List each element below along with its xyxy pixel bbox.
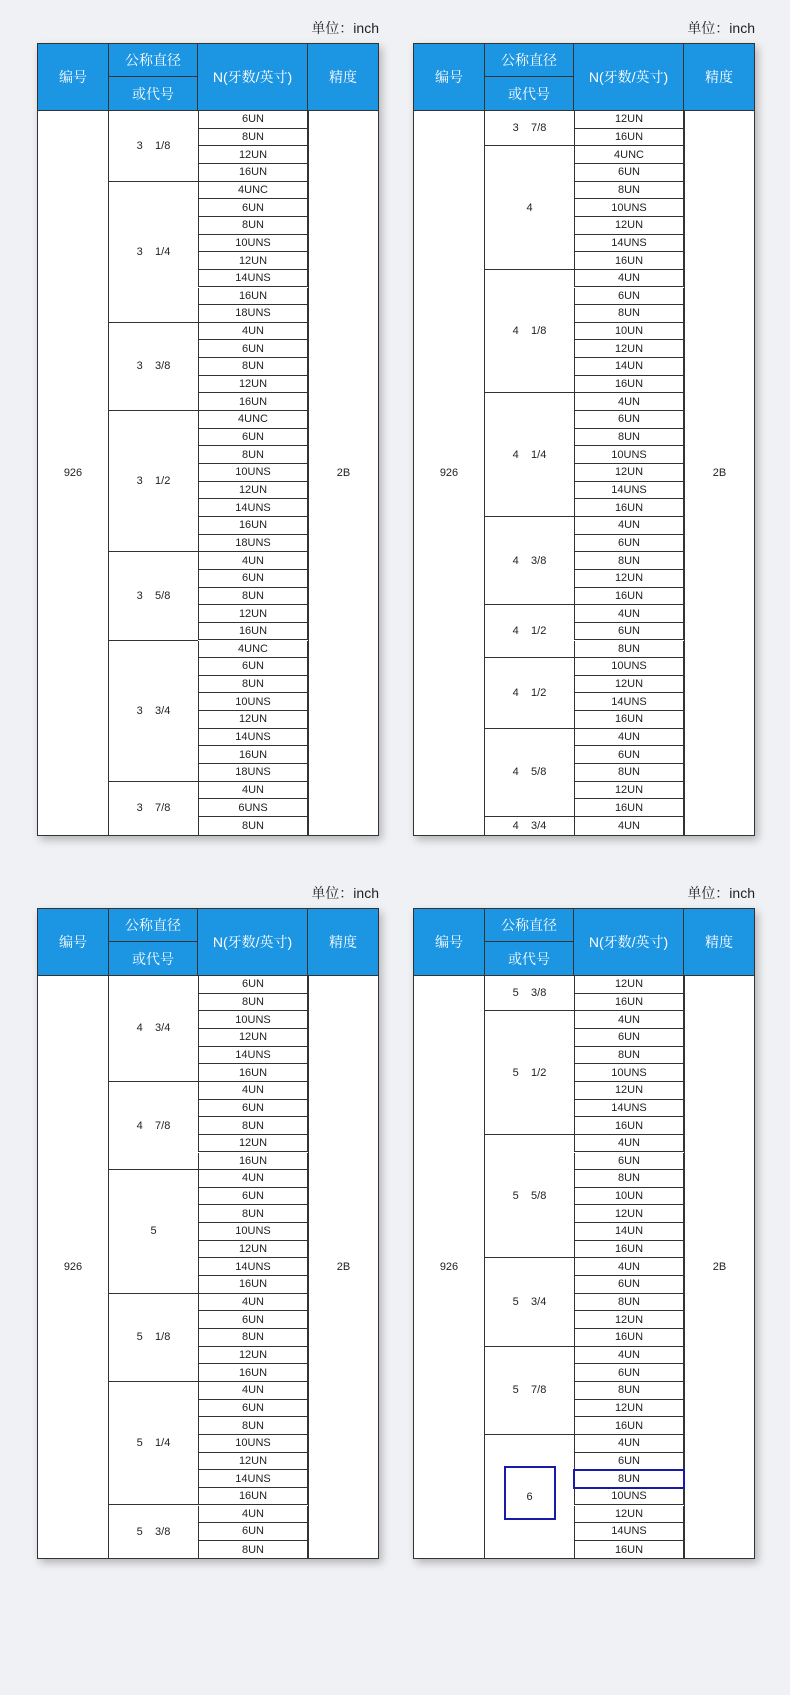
thread-cell: 16UN	[198, 393, 308, 411]
thread-cell: 16UN	[574, 1117, 684, 1135]
thread-cell: 12UN	[574, 1082, 684, 1100]
table-body	[414, 975, 754, 1558]
header-threads-per-inch: N(牙数/英寸)	[198, 909, 308, 975]
thread-cell: 4UN	[574, 517, 684, 535]
header-diameter: 公称直径	[109, 909, 198, 942]
thread-cell: 12UN	[574, 340, 684, 358]
thread-cell: 8UN	[198, 1417, 308, 1435]
thread-table-panel	[413, 885, 755, 1559]
thread-cell: 16UN	[574, 799, 684, 817]
thread-cell: 12UN	[198, 605, 308, 623]
header-threads-per-inch: N(牙数/英寸)	[198, 44, 308, 110]
thread-cell: 6UN	[574, 164, 684, 182]
code-cell: 926	[414, 976, 485, 1558]
thread-cell: 12UN	[574, 1205, 684, 1223]
thread-cell: 10UNS	[198, 1011, 308, 1029]
thread-cell: 6UN	[574, 1276, 684, 1294]
thread-cell: 16UN	[198, 288, 308, 306]
header-diameter: 公称直径	[485, 909, 574, 942]
thread-cell: 8UN	[198, 588, 308, 606]
diameter-cell: 4	[485, 146, 574, 270]
thread-cell: 4UNC	[574, 146, 684, 164]
thread-cell: 16UN	[574, 1241, 684, 1259]
header-threads-per-inch: N(牙数/英寸)	[574, 909, 684, 975]
thread-cell: 8UN	[198, 1117, 308, 1135]
thread-cell: 10UNS	[574, 658, 684, 676]
thread-cell: 12UN	[574, 1506, 684, 1524]
diameter-cell: 3 7/8	[485, 111, 574, 146]
header-diameter-alt: 或代号	[109, 77, 198, 110]
thread-cell: 10UNS	[574, 1064, 684, 1082]
thread-cell: 10UNS	[574, 446, 684, 464]
thread-cell: 14UNS	[198, 1470, 308, 1488]
diameter-cell: 5 1/4	[109, 1382, 198, 1506]
thread-cell: 14UNS	[574, 1100, 684, 1118]
table-header	[38, 909, 378, 975]
table-body	[414, 110, 754, 835]
thread-cell: 6UN	[198, 976, 308, 994]
thread-cell: 16UN	[574, 1541, 684, 1559]
thread-cell: 4UNC	[198, 411, 308, 429]
thread-cell: 8UN	[198, 129, 308, 147]
code-cell: 926	[38, 111, 109, 835]
thread-cell: 14UNS	[574, 235, 684, 253]
thread-cell: 6UN	[198, 199, 308, 217]
diameter-cell: 5 1/2	[485, 1011, 574, 1135]
thread-cell: 16UN	[198, 623, 308, 641]
thread-cell: 10UNS	[198, 693, 308, 711]
diameter-cell: 4 3/4	[109, 976, 198, 1082]
thread-cell: 8UN	[574, 182, 684, 200]
thread-cell: 12UN	[198, 1453, 308, 1471]
diameter-cell: 5 1/8	[109, 1294, 198, 1382]
diameter-cell: 4 3/4	[512, 819, 547, 832]
thread-cell: 8UN	[574, 1047, 684, 1065]
thread-cell: 12UN	[574, 1311, 684, 1329]
header-code: 编号	[38, 909, 109, 975]
thread-cell: 16UN	[198, 164, 308, 182]
thread-cell: 14UNS	[574, 1523, 684, 1541]
diameter-cell: 4 3/8	[485, 517, 574, 605]
diameter-cell: 4 1/2	[485, 605, 574, 658]
thread-cell: 18UNS	[198, 305, 308, 323]
unit-label: 单位：inch	[311, 20, 379, 36]
thread-cell: 4UN	[574, 1011, 684, 1029]
thread-cell: 16UN	[198, 1153, 308, 1171]
thread-cell: 12UN	[198, 146, 308, 164]
thread-cell: 8UN	[198, 1205, 308, 1223]
thread-cell: 6UN	[198, 658, 308, 676]
thread-cell: 10UN	[574, 323, 684, 341]
thread-cell: 4UN	[574, 729, 684, 747]
thread-cell: 12UN	[574, 570, 684, 588]
thread-cell: 16UN	[198, 1064, 308, 1082]
thread-cell: 16UN	[574, 129, 684, 147]
thread-cell: 10UNS	[198, 464, 308, 482]
header-accuracy: 精度	[705, 934, 733, 950]
thread-cell: 16UN	[574, 1329, 684, 1347]
thread-cell: 16UN	[574, 994, 684, 1012]
thread-cell: 8UN	[574, 552, 684, 570]
thread-cell: 16UN	[574, 252, 684, 270]
thread-cell: 16UN	[198, 746, 308, 764]
diameter-cell: 3 3/8	[109, 323, 198, 411]
thread-cell: 12UN	[574, 1400, 684, 1418]
thread-cell: 12UN	[574, 464, 684, 482]
thread-cell: 4UN	[198, 1294, 308, 1312]
thread-cell: 14UNS	[198, 729, 308, 747]
thread-cell: 12UN	[198, 1347, 308, 1365]
thread-cell: 6UN	[198, 111, 308, 129]
header-code: 编号	[38, 44, 109, 110]
header-diameter-alt: 或代号	[109, 942, 198, 975]
thread-cell: 12UN	[574, 111, 684, 129]
code-cell: 926	[414, 111, 485, 835]
thread-cell: 4UN	[574, 1435, 684, 1453]
thread-cell: 10UNS	[574, 1488, 684, 1506]
thread-cell: 12UN	[574, 976, 684, 994]
thread-cell: 4UN	[198, 782, 308, 800]
thread-cell: 8UN	[198, 1329, 308, 1347]
thread-table	[413, 908, 755, 1559]
thread-cell: 14UNS	[198, 499, 308, 517]
thread-cell: 6UN	[198, 429, 308, 447]
diameter-cell: 5 3/8	[485, 976, 574, 1011]
thread-cell: 8UN	[198, 446, 308, 464]
diameter-cell: 5 3/8	[136, 1525, 171, 1538]
diameter-cell: 3 3/4	[109, 641, 198, 782]
thread-cell: 12UN	[574, 217, 684, 235]
unit-label: 单位：inch	[311, 885, 379, 901]
thread-cell: 6UN	[574, 1153, 684, 1171]
thread-cell: 6UN	[574, 1029, 684, 1047]
thread-cell: 6UN	[574, 1364, 684, 1382]
diameter-cell: 5 5/8	[485, 1135, 574, 1259]
table-header	[414, 909, 754, 975]
thread-cell: 12UN	[574, 676, 684, 694]
thread-cell: 10UN	[574, 1188, 684, 1206]
table-header	[414, 44, 754, 110]
thread-cell: 4UN	[574, 1347, 684, 1365]
thread-cell: 6UN	[198, 1400, 308, 1418]
thread-cell: 6UN	[574, 1453, 684, 1471]
diameter-cell: 4 1/4	[485, 393, 574, 517]
thread-cell: 8UN	[574, 1470, 684, 1488]
diameter-cell: 4 1/8	[485, 270, 574, 394]
unit-label: 单位：inch	[687, 885, 755, 901]
thread-cell: 6UN	[198, 1311, 308, 1329]
accuracy-cell: 2B	[308, 111, 378, 835]
thread-cell: 16UN	[574, 499, 684, 517]
thread-cell: 6UN	[574, 288, 684, 306]
thread-cell: 12UN	[198, 482, 308, 500]
thread-cell: 10UNS	[198, 1223, 308, 1241]
header-code: 编号	[414, 909, 485, 975]
thread-cell: 12UN	[198, 252, 308, 270]
thread-cell: 18UNS	[198, 535, 308, 553]
header-threads-per-inch: N(牙数/英寸)	[574, 44, 684, 110]
thread-cell: 6UN	[574, 623, 684, 641]
thread-cell: 4UN	[574, 817, 684, 835]
thread-cell: 10UNS	[198, 1435, 308, 1453]
thread-cell: 16UN	[574, 588, 684, 606]
thread-cell: 8UN	[574, 1382, 684, 1400]
thread-cell: 4UN	[198, 1170, 308, 1188]
thread-cell: 4UN	[574, 270, 684, 288]
diameter-cell: 5 3/4	[485, 1258, 574, 1346]
thread-table-panel	[413, 20, 755, 836]
diameter-cell: 5 7/8	[485, 1347, 574, 1435]
thread-cell: 6UNS	[198, 799, 308, 817]
thread-cell: 6UN	[198, 1100, 308, 1118]
thread-cell: 4UNC	[198, 182, 308, 200]
thread-cell: 10UNS	[574, 199, 684, 217]
diameter-cell: 4 7/8	[109, 1082, 198, 1170]
thread-cell: 16UN	[574, 711, 684, 729]
thread-cell: 12UN	[198, 711, 308, 729]
thread-table	[413, 43, 755, 836]
diameter-cell: 3 1/4	[109, 182, 198, 323]
diameter-cell: 3 1/8	[109, 111, 198, 182]
header-diameter-alt: 或代号	[485, 942, 574, 975]
thread-cell: 8UN	[574, 641, 684, 659]
thread-cell: 4UN	[574, 1135, 684, 1153]
diameter-cell: 6	[526, 1490, 533, 1503]
thread-table	[37, 43, 379, 836]
header-accuracy: 精度	[329, 934, 357, 950]
diameter-cell: 3 1/2	[109, 411, 198, 552]
thread-cell: 6UN	[574, 535, 684, 553]
accuracy-cell: 2B	[308, 976, 378, 1558]
thread-cell: 16UN	[198, 517, 308, 535]
thread-cell: 14UN	[574, 1223, 684, 1241]
thread-cell: 12UN	[574, 782, 684, 800]
thread-cell: 6UN	[198, 1188, 308, 1206]
thread-cell: 12UN	[198, 376, 308, 394]
diameter-cell: 3 7/8	[136, 802, 171, 815]
thread-cell: 14UNS	[574, 693, 684, 711]
header-diameter: 公称直径	[485, 44, 574, 77]
thread-cell: 4UN	[198, 1506, 308, 1524]
thread-cell: 8UN	[574, 429, 684, 447]
thread-cell: 4UN	[198, 1382, 308, 1400]
thread-cell: 6UN	[574, 411, 684, 429]
thread-cell: 6UN	[198, 570, 308, 588]
thread-cell: 8UN	[198, 1541, 308, 1559]
diameter-cell: 4 1/2	[485, 658, 574, 729]
thread-cell: 4UN	[574, 1258, 684, 1276]
header-accuracy: 精度	[705, 69, 733, 85]
thread-cell: 14UNS	[574, 482, 684, 500]
diameter-cell: 4 5/8	[485, 729, 574, 817]
thread-cell: 4UN	[198, 552, 308, 570]
thread-cell: 4UN	[198, 1082, 308, 1100]
thread-cell: 6UN	[198, 1523, 308, 1541]
thread-cell: 16UN	[198, 1488, 308, 1506]
thread-cell: 14UNS	[198, 1258, 308, 1276]
thread-cell: 18UNS	[198, 764, 308, 782]
thread-cell: 12UN	[198, 1029, 308, 1047]
thread-cell: 8UN	[198, 994, 308, 1012]
thread-table-panel	[37, 885, 379, 1559]
thread-cell: 8UN	[574, 764, 684, 782]
thread-cell: 14UNS	[198, 270, 308, 288]
thread-table	[37, 908, 379, 1559]
thread-cell: 16UN	[198, 1276, 308, 1294]
thread-cell: 16UN	[198, 1364, 308, 1382]
code-cell: 926	[38, 976, 109, 1558]
thread-cell: 8UN	[198, 817, 308, 835]
thread-cell: 14UN	[574, 358, 684, 376]
table-body	[38, 110, 378, 835]
header-diameter-alt: 或代号	[485, 77, 574, 110]
thread-cell: 8UN	[574, 1170, 684, 1188]
thread-cell: 14UNS	[198, 1047, 308, 1065]
thread-cell: 8UN	[574, 305, 684, 323]
table-body	[38, 975, 378, 1558]
thread-cell: 4UN	[574, 393, 684, 411]
diameter-cell: 5	[109, 1170, 198, 1294]
thread-cell: 8UN	[198, 676, 308, 694]
unit-label: 单位：inch	[687, 20, 755, 36]
header-code: 编号	[414, 44, 485, 110]
thread-table-panel	[37, 20, 379, 836]
thread-cell: 6UN	[574, 746, 684, 764]
thread-cell: 4UN	[574, 605, 684, 623]
accuracy-cell: 2B	[684, 111, 754, 835]
thread-cell: 12UN	[198, 1135, 308, 1153]
thread-cell: 4UN	[198, 323, 308, 341]
thread-cell: 6UN	[198, 340, 308, 358]
thread-cell: 16UN	[574, 376, 684, 394]
header-accuracy: 精度	[329, 69, 357, 85]
thread-cell: 12UN	[198, 1241, 308, 1259]
header-diameter: 公称直径	[109, 44, 198, 77]
thread-cell: 8UN	[198, 217, 308, 235]
diameter-cell: 3 5/8	[109, 552, 198, 640]
thread-cell: 4UNC	[198, 641, 308, 659]
thread-cell: 10UNS	[198, 235, 308, 253]
accuracy-cell: 2B	[684, 976, 754, 1558]
thread-cell: 8UN	[574, 1294, 684, 1312]
thread-cell: 8UN	[198, 358, 308, 376]
table-header	[38, 44, 378, 110]
thread-cell: 16UN	[574, 1417, 684, 1435]
